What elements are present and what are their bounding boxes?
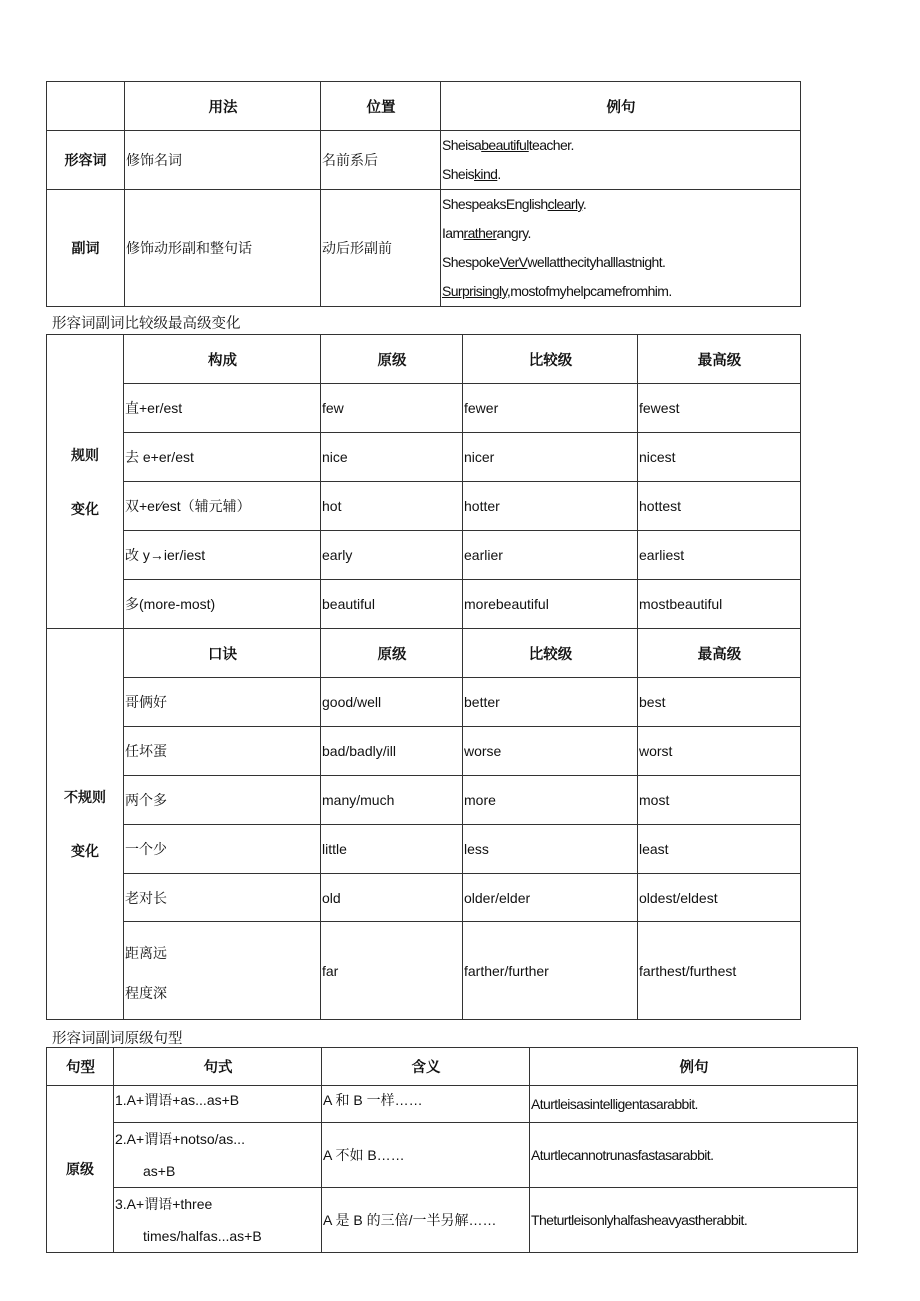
formation-cell: 双+er∕est（辅元辅）	[124, 482, 321, 531]
pattern-meaning-cell: A 和 B 一样……	[322, 1086, 530, 1123]
table-row	[47, 433, 801, 482]
irregular-header-superlative: 最高级	[638, 629, 801, 678]
formation-cell: 改 y→ier/iest	[124, 531, 321, 580]
pattern-structure-cell: 2.A+谓语+notso/as... as+B	[114, 1123, 322, 1188]
pattern-example-cell: Aturtlecannotrunasfastasarabbit.	[530, 1123, 858, 1188]
usage-header-empty	[47, 82, 125, 131]
superlative-cell: most	[638, 776, 801, 825]
formation-cell: 去 e+er/est	[124, 433, 321, 482]
pattern-meaning-cell: A 不如 B……	[322, 1123, 530, 1188]
pattern-structure-cell: 3.A+谓语+three times/halfas...as+B	[114, 1188, 322, 1253]
pattern-structure-cell: 1.A+谓语+as...as+B	[114, 1086, 322, 1123]
comparative-cell: more	[463, 776, 638, 825]
table-row	[47, 531, 801, 580]
irregular-header-comparative: 比较级	[463, 629, 638, 678]
regular-group-label: 规则 变化	[47, 335, 124, 629]
comparative-cell: older/elder	[463, 874, 638, 922]
example-sentence: Iamratherangry.	[442, 225, 531, 241]
example-sentence: ShespeaksEnglishclearly.	[442, 196, 587, 212]
pattern-header-example: 例句	[530, 1048, 858, 1086]
regular-header-formation: 构成	[124, 335, 321, 384]
usage-row-adverb	[47, 190, 801, 307]
superlative-cell: hottest	[638, 482, 801, 531]
positive-cell: beautiful	[321, 580, 463, 629]
comparative-cell: better	[463, 678, 638, 727]
table-row	[47, 580, 801, 629]
usage-label-adverb: 副词	[47, 190, 125, 307]
superlative-cell: earliest	[638, 531, 801, 580]
pattern-header-meaning: 含义	[322, 1048, 530, 1086]
comparison-table	[46, 334, 801, 1020]
positive-cell: many/much	[321, 776, 463, 825]
table-row	[47, 922, 801, 1020]
usage-cell-position: 名前系后	[321, 131, 441, 190]
table-row	[47, 776, 801, 825]
comparative-cell: fewer	[463, 384, 638, 433]
positive-cell: far	[321, 922, 463, 1020]
positive-cell: early	[321, 531, 463, 580]
example-sentence: Surprisingly,mostofmyhelpcamefromhim.	[442, 283, 672, 299]
pattern-type-label: 原级	[47, 1086, 114, 1253]
irregular-group-label: 不规则 变化	[47, 629, 124, 1020]
regular-header-comparative: 比较级	[463, 335, 638, 384]
usage-header-row	[47, 82, 801, 131]
table-row	[47, 825, 801, 874]
pattern-header-structure: 句式	[114, 1048, 322, 1086]
mnemonic-cell: 任坏蛋	[124, 727, 321, 776]
irregular-header-positive: 原级	[321, 629, 463, 678]
usage-cell-position: 动后形副前	[321, 190, 441, 307]
table-row	[47, 1123, 858, 1188]
mnemonic-cell: 老对长	[124, 874, 321, 922]
superlative-cell: mostbeautiful	[638, 580, 801, 629]
regular-header-positive: 原级	[321, 335, 463, 384]
regular-header-row	[47, 335, 801, 384]
positive-cell: bad/badly/ill	[321, 727, 463, 776]
pattern-header-row	[47, 1048, 858, 1086]
positive-cell: few	[321, 384, 463, 433]
formation-cell: 直+er/est	[124, 384, 321, 433]
mnemonic-cell: 一个少	[124, 825, 321, 874]
table-row	[47, 482, 801, 531]
positive-cell: hot	[321, 482, 463, 531]
comparative-cell: morebeautiful	[463, 580, 638, 629]
example-sentence: Sheisabeautifulteacher.	[442, 137, 574, 153]
usage-row-adjective	[47, 131, 801, 190]
superlative-cell: best	[638, 678, 801, 727]
pattern-example-cell: Theturtleisonlyhalfasheavyastherabbit.	[530, 1188, 858, 1253]
usage-cell-usage: 修饰动形副和整句话	[125, 190, 321, 307]
comparative-cell: nicer	[463, 433, 638, 482]
comparative-cell: earlier	[463, 531, 638, 580]
usage-cell-usage: 修饰名词	[125, 131, 321, 190]
positive-cell: old	[321, 874, 463, 922]
caption-positive: 形容词副词原级句型	[52, 1031, 183, 1047]
table-row	[47, 384, 801, 433]
superlative-cell: nicest	[638, 433, 801, 482]
usage-header-example: 例句	[441, 82, 801, 131]
table-row	[47, 727, 801, 776]
comparative-cell: hotter	[463, 482, 638, 531]
pattern-example-cell: Aturtleisasintelligentasarabbit.	[530, 1086, 858, 1123]
mnemonic-cell: 哥俩好	[124, 678, 321, 727]
superlative-cell: worst	[638, 727, 801, 776]
mnemonic-cell: 两个多	[124, 776, 321, 825]
example-sentence: ShespokeVerVwellatthecityhalllastnight.	[442, 254, 666, 270]
example-sentence: Sheiskind.	[442, 166, 501, 182]
usage-cell-examples	[441, 131, 801, 190]
table-row	[47, 678, 801, 727]
usage-label-adjective: 形容词	[47, 131, 125, 190]
caption-comparison: 形容词副词比较级最高级变化	[52, 316, 241, 332]
table-row	[47, 1188, 858, 1253]
usage-cell-examples	[441, 190, 801, 307]
positive-cell: nice	[321, 433, 463, 482]
formation-cell: 多(more-most)	[124, 580, 321, 629]
irregular-header-row	[47, 629, 801, 678]
comparative-cell: worse	[463, 727, 638, 776]
pattern-header-type: 句型	[47, 1048, 114, 1086]
superlative-cell: farthest/furthest	[638, 922, 801, 1020]
positive-pattern-table	[46, 1047, 858, 1253]
pattern-meaning-cell: A 是 B 的三倍/一半另解……	[322, 1188, 530, 1253]
table-row	[47, 874, 801, 922]
positive-cell: good/well	[321, 678, 463, 727]
regular-header-superlative: 最高级	[638, 335, 801, 384]
usage-header-position: 位置	[321, 82, 441, 131]
irregular-header-mnemonic: 口诀	[124, 629, 321, 678]
superlative-cell: least	[638, 825, 801, 874]
mnemonic-cell: 距离远 程度深	[124, 922, 321, 1020]
comparative-cell: less	[463, 825, 638, 874]
usage-table	[46, 81, 801, 307]
superlative-cell: fewest	[638, 384, 801, 433]
comparative-cell: farther/further	[463, 922, 638, 1020]
superlative-cell: oldest/eldest	[638, 874, 801, 922]
table-row	[47, 1086, 858, 1123]
positive-cell: little	[321, 825, 463, 874]
usage-header-usage: 用法	[125, 82, 321, 131]
